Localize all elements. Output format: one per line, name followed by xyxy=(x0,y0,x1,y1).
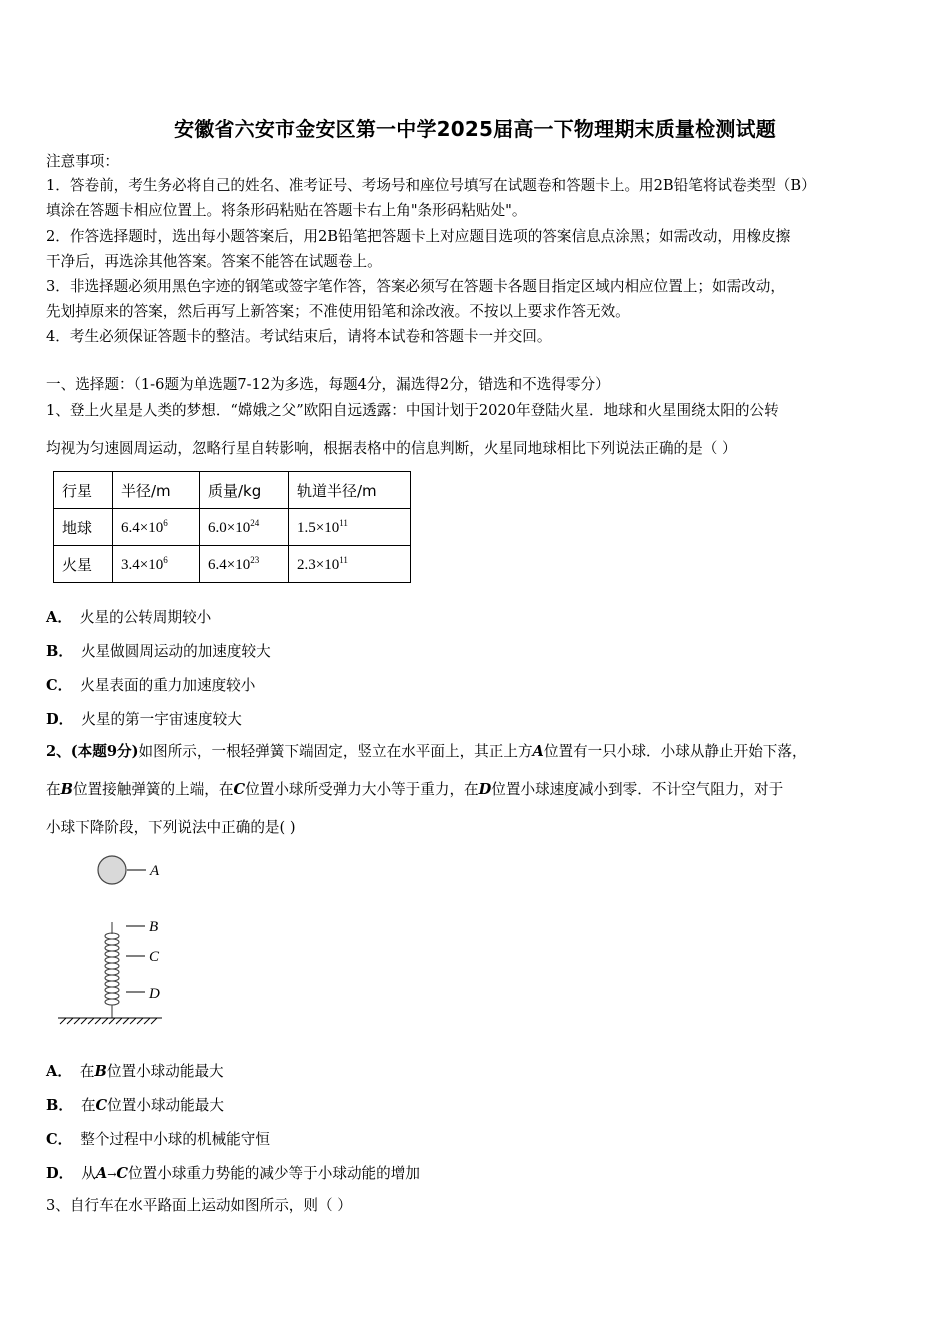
q2-text: 位置接触弹簧的上端，在 xyxy=(72,781,234,798)
value-exponent: 6 xyxy=(163,517,168,528)
question-2-stem-cont xyxy=(46,780,783,800)
q2-option-c xyxy=(46,1128,270,1149)
question-1-stem: 1、登上火星是人类的梦想．“嫦娥之父”欧阳自远透露：中国计划于2020年登陆火星．地球和火星围绕太阳的公转 xyxy=(46,402,779,419)
q1-option-c xyxy=(46,674,255,695)
value-exponent: 24 xyxy=(250,517,260,528)
value-exponent: 11 xyxy=(339,554,348,565)
q2-option-a xyxy=(46,1060,224,1081)
q2-var-c: C xyxy=(233,781,246,798)
spring-ball-figure xyxy=(50,850,190,1030)
value-base: 3.4×10 xyxy=(121,556,164,573)
notice-line: 2．作答选择题时，选出每小题答案后，用2B铅笔把答题卡上对应题目选项的答案信息点涂黑；如需改动，用橡皮擦 xyxy=(46,228,791,245)
option-label: C． xyxy=(46,1131,73,1148)
table-header-cell: 半径/m xyxy=(113,472,200,509)
q2-text: 位置有一只小球．小球从静止开始下落， xyxy=(543,743,807,760)
option-text: 位置小球动能最大 xyxy=(106,1063,224,1080)
option-text: 位置小球动能最大 xyxy=(107,1097,224,1114)
table-header-cell: 行星 xyxy=(54,472,113,509)
page-title: 安徽省六安市金安区第一中学2025届高一下物理期末质量检测试题 xyxy=(174,117,776,141)
option-label: A． xyxy=(46,609,72,626)
q1-option-b xyxy=(46,640,271,661)
option-label: C． xyxy=(46,677,73,694)
option-var: C xyxy=(116,1165,129,1182)
q2-var-b: B xyxy=(60,781,73,798)
option-text: 火星的第一宇宙速度较大 xyxy=(81,711,242,728)
q1-option-a xyxy=(46,606,211,627)
option-text: 火星做圆周运动的加速度较大 xyxy=(80,643,271,660)
value-base: 2.3×10 xyxy=(297,556,340,573)
option-label: D． xyxy=(46,1165,74,1182)
notice-line: 先划掉原来的答案，然后再写上新答案；不准使用铅笔和涂改液。不按以上要求作答无效。 xyxy=(46,303,630,320)
option-text: 整个过程中小球的机械能守恒 xyxy=(80,1131,270,1148)
option-text: 火星表面的重力加速度较小 xyxy=(80,677,256,694)
value-exponent: 11 xyxy=(339,517,348,528)
q2-option-b xyxy=(46,1094,224,1115)
table-cell xyxy=(289,509,411,546)
planet-data-table xyxy=(53,471,411,583)
option-label: B． xyxy=(46,643,73,660)
option-text: 在 xyxy=(80,1097,96,1114)
section-heading: 一、选择题：（1-6题为单选题7-12为多选，每题4分，漏选得2分，错选和不选得零分） xyxy=(46,376,610,393)
option-text: 在 xyxy=(79,1063,95,1080)
q2-text: 如图所示，一根轻弹簧下端固定，竖立在水平面上，其正上方 xyxy=(138,743,533,760)
option-var: B xyxy=(94,1063,107,1080)
notice-line: 干净后，再选涂其他答案。答案不能答在试题卷上。 xyxy=(46,253,382,270)
ball-icon xyxy=(98,856,126,884)
q2-option-d xyxy=(46,1162,420,1183)
notice-line: 3．非选择题必须用黑色字迹的钢笔或签字笔作答，答案必须写在答题卡各题目指定区域内相应位置上；如需改动， xyxy=(46,278,785,295)
table-cell: 火星 xyxy=(54,546,113,583)
option-var: A xyxy=(95,1165,108,1182)
q2-text: 位置小球所受弹力大小等于重力，在 xyxy=(245,781,479,798)
table-row xyxy=(54,509,411,546)
question-2-stem xyxy=(46,742,807,762)
option-label: A． xyxy=(46,1063,72,1080)
table-cell xyxy=(113,546,200,583)
arrow-icon: → xyxy=(107,1168,117,1181)
value-base: 1.5×10 xyxy=(297,519,340,536)
value-base: 6.4×10 xyxy=(208,556,251,573)
table-cell xyxy=(289,546,411,583)
option-label: B． xyxy=(46,1097,73,1114)
table-header-row xyxy=(54,472,411,509)
q2-var-d: D xyxy=(478,781,492,798)
notice-line: 填涂在答题卡相应位置上。将条形码粘贴在答题卡右上角"条形码粘贴处"。 xyxy=(46,202,527,219)
q2-number: 2、(本题9分) xyxy=(46,743,139,760)
q2-var-a: A xyxy=(532,743,544,760)
option-text: 火星的公转周期较小 xyxy=(79,609,212,626)
notice-heading: 注意事项： xyxy=(46,153,119,170)
option-text: 位置小球重力势能的减少等于小球动能的增加 xyxy=(128,1165,420,1182)
ground-icon xyxy=(58,1018,162,1024)
table-cell: 地球 xyxy=(54,509,113,546)
notice-line: 1．答卷前，考生务必将自己的姓名、准考证号、考场号和座位号填写在试题卷和答题卡上。用2B铅笔将试卷类型（B） xyxy=(46,177,816,194)
question-3-stem: 3、自行车在水平路面上运动如图所示，则（ ） xyxy=(46,1197,352,1214)
option-label: D． xyxy=(46,711,74,728)
table-cell xyxy=(200,546,289,583)
label-c: C xyxy=(149,949,160,965)
table-cell xyxy=(113,509,200,546)
question-2-stem-end: 小球下降阶段，下列说法中正确的是( ) xyxy=(46,819,296,836)
label-d: D xyxy=(149,986,160,1002)
value-exponent: 6 xyxy=(163,554,168,565)
table-row xyxy=(54,546,411,583)
label-a: A xyxy=(150,863,160,879)
option-text: 从 xyxy=(81,1165,96,1182)
q2-text: 位置小球速度减小到零．不计空气阻力，对于 xyxy=(491,781,784,798)
value-base: 6.4×10 xyxy=(121,519,164,536)
spring-icon xyxy=(105,922,119,1018)
q1-option-d xyxy=(46,708,242,729)
value-base: 6.0×10 xyxy=(208,519,251,536)
question-1-stem-cont: 均视为匀速圆周运动，忽略行星自转影响，根据表格中的信息判断，火星同地球相比下列说法正确的是（ ） xyxy=(46,440,737,457)
label-b: B xyxy=(149,919,159,935)
q2-text: 在 xyxy=(46,781,61,798)
table-header-cell: 质量/kg xyxy=(200,472,289,509)
notice-line: 4．考生必须保证答题卡的整洁。考试结束后，请将本试卷和答题卡一并交回。 xyxy=(46,328,552,345)
table-header-cell: 轨道半径/m xyxy=(289,472,411,509)
option-var: C xyxy=(95,1097,108,1114)
value-exponent: 23 xyxy=(250,554,260,565)
table-cell xyxy=(200,509,289,546)
